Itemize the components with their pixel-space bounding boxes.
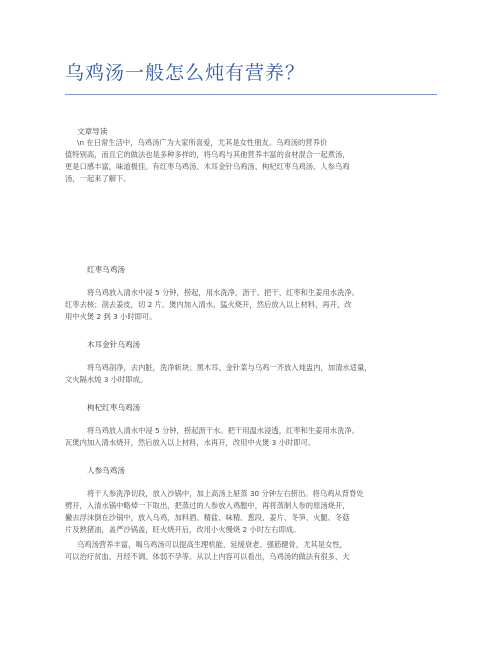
- section-heading-goji: 枸杞红枣乌鸡汤: [87, 403, 141, 412]
- section-line: 将乌鸡放入清水中浸 5 分钟，捞起，用水洗净，沥干。把干、红枣和生姜用水洗净。: [87, 288, 359, 297]
- page-title: 乌鸡汤一般怎么炖有营养？: [65, 62, 306, 84]
- section-heading-fungus: 木耳金针乌鸡汤: [87, 340, 141, 349]
- intro-line: 值特别高，而且它的做法也是多种多样的，将乌鸡与其他营养丰富的食材混合一起煮汤，: [65, 150, 350, 159]
- section-line: 撇去浮沫倒在沙锅中，放入乌鸡，加料酒、精盐、味精、葱段、姜片、冬笋、火腿、冬菇: [65, 513, 350, 522]
- intro-line: 更是口感丰富，味道极佳。有红枣乌鸡汤、木耳金针乌鸡汤、枸杞红枣乌鸡汤、人参乌鸡: [65, 162, 350, 171]
- section-heading-red-date: 红枣乌鸡汤: [87, 265, 125, 274]
- section-line: 劈开，入清水锅中略焯一下取出，把蒸过的人参放入鸡膛中，再将蒸制人参的原汤烧开，: [65, 501, 350, 510]
- section-line: 将干人参洗净切段，放入沙锅中，加上高汤上屉蒸 30 分钟左右捞出。将乌鸡从背脊处: [87, 489, 364, 498]
- intro-line: \n 在日常生活中，乌鸡汤广为大家所喜爱，尤其是女性朋友。乌鸡汤的营养价: [77, 138, 328, 147]
- section-line: 将乌鸡放入清水中浸 5 分钟，捞起沥干水。把干用温水浸透，红枣和生姜用水洗净。: [87, 426, 359, 435]
- section-line: 用中火煲 2 到 3 小时即可。: [65, 312, 157, 321]
- section-line: 红枣去核；剖去姜皮，切 2 片。煲内加入清水，猛火烧开，然后放入以上材料，再开，改: [65, 300, 352, 309]
- title-underline: [65, 94, 437, 95]
- section-line: 将乌鸡剖净，去内脏，洗净斩块；黑木耳、金针菜与乌鸡一齐放入炖盅内，加清水适量，: [87, 363, 372, 372]
- section-line: 瓦煲内加入清水烧开，然后放入以上材料，水再开，改用中火煲 3 小时即可。: [65, 438, 316, 447]
- section-line: 文火隔水炖 3 小时即成。: [65, 375, 148, 384]
- intro-label: 文章导读: [77, 127, 108, 136]
- section-heading-ginseng: 人参乌鸡汤: [87, 466, 125, 475]
- summary-line: 可以治疗贫血、月经不调、体弱不孕等。从以上内容可以看出，乌鸡汤的做法有很多，大: [65, 552, 350, 561]
- summary-line: 乌鸡汤营养丰富，喝乌鸡汤可以提高生理机能、延缓衰老、强筋健骨，尤其是女性，: [77, 540, 347, 549]
- intro-line: 汤，一起来了解下。: [65, 174, 131, 183]
- section-line: 片及熟猪油，盖严沙锅盖，旺火烧开后，改用小火慢烧 2 小时左右即成。: [65, 525, 301, 534]
